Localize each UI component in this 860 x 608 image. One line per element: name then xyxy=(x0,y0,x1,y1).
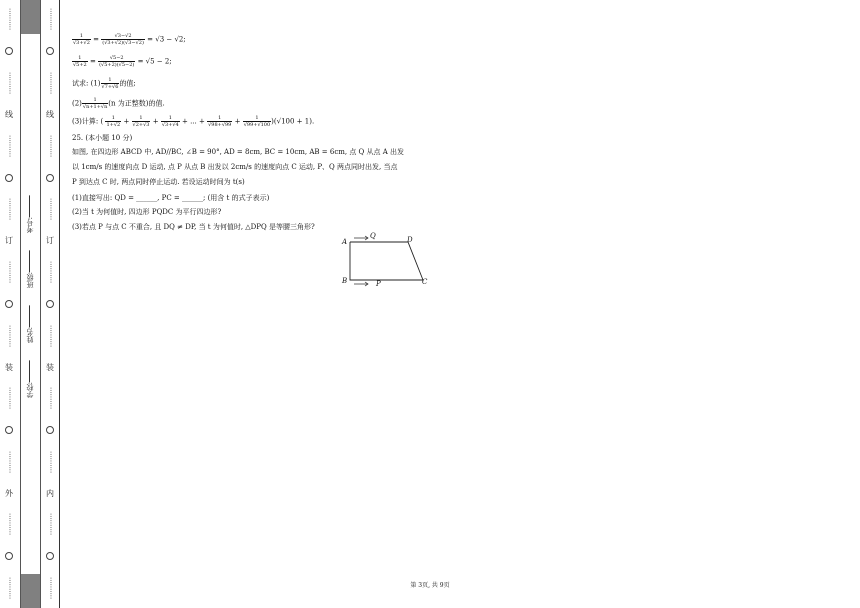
page-number-footer: 第 3页, 共 9页 xyxy=(410,582,450,589)
outer-mark-xian: 线 xyxy=(5,109,13,119)
vertex-label-b: B xyxy=(342,277,348,285)
vertex-label-a: A xyxy=(342,238,348,246)
equation-result: = √5 − 2; xyxy=(137,57,172,66)
problem-25-title: 25. (本小题 10 分) xyxy=(72,134,133,142)
class-label: 班级: xyxy=(26,272,34,289)
fraction: $\frac{1}{√99+√100}$ xyxy=(243,115,271,128)
fraction: $\frac{1}{√n+1+√n}$ xyxy=(82,97,108,110)
fraction: $\frac{1}{1+√2}$ xyxy=(106,115,121,128)
problem-25-text-line-1: 如图, 在四边形 ABCD 中, AD//BC, ∠B = 90°, AD = 8cm, BC = 10cm, AB = 6cm, 点 Q 从点 A 出发 xyxy=(72,148,405,156)
fraction: $\frac{1}{√2+√3}$ xyxy=(132,115,150,128)
fraction: $\frac{√3-√2}{(√3+√2)(√3-√2)}$ xyxy=(102,33,144,46)
equation-result: = √3 − √2; xyxy=(147,35,186,44)
outer-mark-zhuang: 装 xyxy=(5,362,13,372)
sub-question-2: (2)当 t 为何值时, 四边形 PQDC 为平行四边形? xyxy=(72,208,222,216)
fraction: $\frac{1}{√5+2}$ xyxy=(73,55,87,68)
circle-mark-icon xyxy=(46,426,54,434)
circle-mark-icon xyxy=(46,552,54,560)
circle-mark-icon xyxy=(46,300,54,308)
margin-border-line xyxy=(59,0,60,608)
problem-25-text-line-2: 以 1cm/s 的速度向点 D 运动, 点 P 从点 B 出发以 2cm/s 的速度向点 C 运动, P、Q 两点同时出发, 当点 xyxy=(72,163,398,171)
sub-question-3: (3)若点 P 与点 C 不重合, 且 DQ ≠ DP, 当 t 为何值时, △DPQ 是等腰三角形? xyxy=(72,223,315,231)
trapezoid-figure xyxy=(340,234,430,292)
circle-mark-icon xyxy=(5,300,13,308)
try-question-1: 试求: (1) $\frac{1}{√7+√6}$ 的值; xyxy=(72,77,136,90)
outer-cut-line: ·········· ·········· 线 ·········· ·········· 订 ·········· ·········· 装 ·········· ·········· 外 ·········· ·········· xyxy=(5,8,14,600)
fraction: $\frac{1}{√98+√99}$ xyxy=(208,115,232,128)
vertex-label-d: D xyxy=(407,236,413,244)
fraction: $\frac{√5-2}{(√5+2)(√5-2)}$ xyxy=(99,55,135,68)
vertex-label-c: C xyxy=(422,278,428,286)
exam-number-label: 考号: xyxy=(26,217,34,234)
try-question-2: (2) $\frac{1}{√n+1+√n}$ (n 为正整数)的值. xyxy=(72,97,165,110)
circle-mark-icon xyxy=(46,174,54,182)
example-equation-2: $\frac{1}{√5+2}$ = $\frac{√5-2}{(√5+2)(√5-2)}$ = √5 − 2; xyxy=(73,55,172,68)
student-info-column xyxy=(24,0,38,608)
inner-mark-zhuang: 装 xyxy=(46,362,54,372)
outer-mark-wai: 外 xyxy=(5,488,13,498)
inner-mark-nei: 内 xyxy=(46,488,54,498)
circle-mark-icon xyxy=(5,426,13,434)
problem-25-text-line-3: P 到达点 C 时, 两点同时停止运动. 若设运动时间为 t(s) xyxy=(72,178,245,186)
fraction: $\frac{1}{√7+√6}$ xyxy=(101,77,119,90)
try-question-3: (3)计算: ( $\frac{1}{1+√2}$ + $\frac{1}{√2+√3}$ + $\frac{1}{√3+√4}$ + ... + $\frac{1}{√98+√99}$ + $\frac{1}{√99+√100}$ )(√100 + 1). xyxy=(72,115,315,128)
point-label-q: Q xyxy=(370,232,376,240)
school-field[interactable] xyxy=(24,360,38,398)
inner-cut-line: ·········· ·········· 线 ·········· ·········· 订 ·········· ·········· 装 ·········· ·········· 内 ·········· ·········· xyxy=(46,8,55,600)
circle-mark-icon xyxy=(5,552,13,560)
outer-mark-ding: 订 xyxy=(5,236,13,246)
school-label: 学校: xyxy=(26,382,34,399)
name-field[interactable] xyxy=(24,305,38,343)
circle-mark-icon xyxy=(46,47,54,55)
sub-question-1: (1)直接写出: QD = ______, PC = ______; (用含 t 的式子表示) xyxy=(72,194,270,202)
point-label-p: P xyxy=(376,280,381,288)
example-equation-1: $\frac{1}{√3+√2}$ = $\frac{√3-√2}{(√3+√2)(√3-√2)}$ = √3 − √2; xyxy=(73,33,186,46)
circle-mark-icon xyxy=(5,174,13,182)
fraction: $\frac{1}{√3+√4}$ xyxy=(161,115,179,128)
name-label: 姓名: xyxy=(26,327,34,344)
class-field[interactable] xyxy=(24,250,38,288)
inner-mark-xian: 线 xyxy=(46,109,54,119)
circle-mark-icon xyxy=(5,47,13,55)
fraction: $\frac{1}{√3+√2}$ xyxy=(73,33,90,46)
inner-mark-ding: 订 xyxy=(46,236,54,246)
trapezoid-outline xyxy=(350,242,423,280)
trapezoid-diagram xyxy=(340,234,430,292)
binding-margin xyxy=(0,0,62,608)
exam-number-field[interactable] xyxy=(24,195,38,233)
